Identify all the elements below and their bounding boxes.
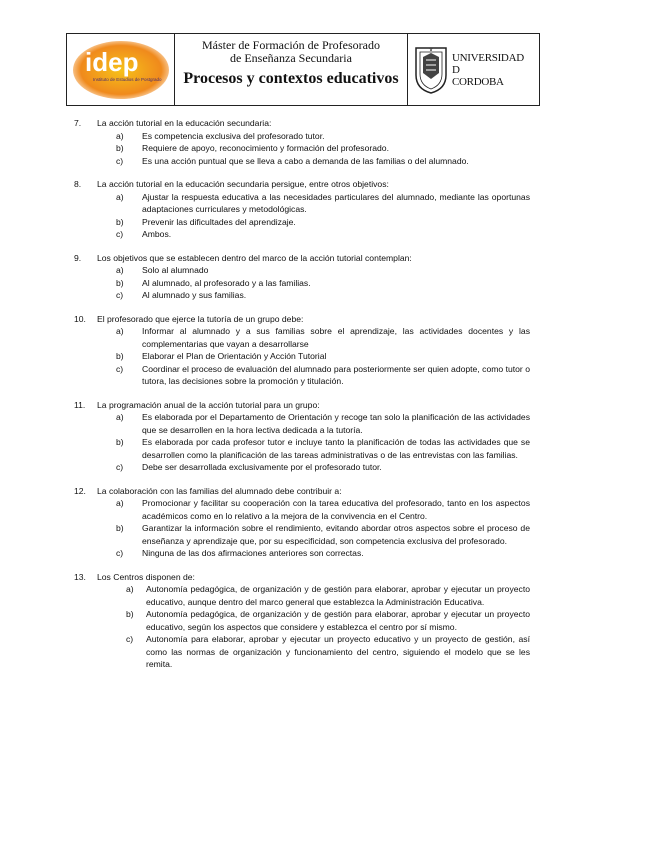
question-text: La acción tutorial en la educación secundaria persigue, entre otros objetivos: <box>97 179 389 189</box>
option-text: Debe ser desarrollada exclusivamente por el profesorado tutor. <box>142 462 382 472</box>
option-a <box>116 191 530 216</box>
option-letter: b) <box>116 523 124 533</box>
question-text: La colaboración con las familias del alumnado debe contribuir a: <box>97 485 342 496</box>
question-13 <box>74 571 530 671</box>
question-text: Los objetivos que se establecen dentro del marco de la acción tutorial contemplan: <box>97 252 412 263</box>
option-letter: c) <box>126 634 134 644</box>
option-letter: c) <box>116 462 124 472</box>
question-8 <box>74 178 530 241</box>
idep-logo-subtitle: Instituto de Estudios de Postgrado <box>92 76 162 82</box>
option-a <box>116 264 530 277</box>
option-text: Al alumnado y sus familias. <box>142 290 247 300</box>
question-list <box>74 117 530 682</box>
option-letter: c) <box>116 229 124 239</box>
option-text: Ajustar la respuesta educativa a las necesidades particulares del alumnado, mediante las oportunas adaptaciones curriculares y metodológicas. <box>142 191 530 214</box>
option-text: Promocionar y facilitar su cooperación con la tarea educativa del profesorado, tanto en los aspectos académicos como en lo relativo a la mejora de la convivencia en el Centro. <box>142 498 530 521</box>
option-letter: a) <box>116 326 124 336</box>
option-letter: b) <box>116 437 124 447</box>
question-number: 8. <box>74 179 82 189</box>
university-shield-icon <box>414 45 448 95</box>
question-text: El profesorado que ejerce la tutoría de un grupo debe: <box>97 313 304 324</box>
option-b <box>116 216 530 229</box>
course-title: Procesos y contextos educativos <box>183 70 399 87</box>
option-c <box>116 289 530 302</box>
option-b <box>116 277 530 290</box>
question-number: 11. <box>74 399 86 410</box>
option-letter: c) <box>116 548 124 558</box>
option-text: Autonomía pedagógica, de organización y de gestión para elaborar, aprobar y ejecutar un proyecto educativo, aunque dentro del marco general que establezca la Administración Educativa. <box>146 584 530 607</box>
question-number: 12. <box>74 485 86 496</box>
option-b <box>116 436 530 461</box>
question-10 <box>74 313 530 388</box>
option-letter: b) <box>116 277 124 288</box>
question-7 <box>74 117 530 167</box>
option-b <box>116 350 530 363</box>
option-text: Ninguna de las dos afirmaciones anteriores son correctas. <box>142 548 364 558</box>
question-number: 13. <box>74 571 86 582</box>
university-line-2: D <box>452 63 460 76</box>
question-12 <box>74 485 530 560</box>
option-letter: c) <box>116 363 124 374</box>
option-b <box>126 608 530 633</box>
option-text: Elaborar el Plan de Orientación y Acción Tutorial <box>142 351 327 361</box>
option-b <box>116 142 530 155</box>
option-text: Es elaborada por cada profesor tutor e incluye tanto la planificación de todas las actividades que se desarrollen como la planificación de las tareas administrativas o de las entrevistas con las familias. <box>142 437 530 460</box>
question-text: Los Centros disponen de: <box>97 571 195 582</box>
option-a <box>116 325 530 350</box>
option-letter: a) <box>116 130 124 141</box>
idep-logo <box>67 34 175 105</box>
option-text: Prevenir las dificultades del aprendizaje. <box>142 216 296 227</box>
idep-logo-icon <box>71 39 171 101</box>
option-letter: b) <box>116 216 124 227</box>
question-number: 7. <box>74 118 82 128</box>
option-a <box>116 411 530 436</box>
question-text: La programación anual de la acción tutorial para un grupo: <box>97 399 320 410</box>
option-c <box>116 461 530 474</box>
option-c <box>116 363 530 388</box>
option-letter: a) <box>116 265 124 275</box>
option-text: Solo al alumnado <box>142 265 209 275</box>
question-number: 9. <box>74 252 82 263</box>
option-letter: c) <box>116 155 124 166</box>
question-text: La acción tutorial en la educación secundaria: <box>97 118 272 128</box>
option-a <box>126 583 530 608</box>
master-line-1: Máster de Formación de Profesorado <box>202 38 380 52</box>
question-11 <box>74 399 530 474</box>
university-line-3: CORDOBA <box>452 75 504 88</box>
option-letter: b) <box>116 351 124 361</box>
option-a <box>116 130 530 143</box>
option-text: Autonomía pedagógica, de organización y de gestión para elaborar, aprobar y ejecutar un proyecto educativo, según los aspectos que considere y establezca el centro por sí mismo. <box>146 609 530 632</box>
option-b <box>116 522 530 547</box>
option-letter: a) <box>126 584 134 594</box>
option-letter: c) <box>116 290 124 300</box>
option-letter: b) <box>126 609 134 619</box>
question-number: 10. <box>74 313 86 324</box>
option-text: Informar al alumnado y a sus familias sobre el aprendizaje, las actividades docentes y las complementarias que vayan a desarrollarse <box>142 326 530 349</box>
document-header <box>66 33 540 106</box>
university-name <box>452 52 524 88</box>
university-line-1: UNIVERSIDAD <box>452 51 524 64</box>
option-a <box>116 497 530 522</box>
option-text: Es elaborada por el Departamento de Orientación y recoge tan solo la planificación de las actividades que se desarrollen en la hora lectiva dedicada a la tutoría. <box>142 412 530 435</box>
university-logo <box>408 34 539 105</box>
header-title-block <box>175 34 408 105</box>
option-text: Coordinar el proceso de evaluación del alumnado para posteriormente ser quien adopte, como tutor o tutora, las decisiones sobre la promoción y titulación. <box>142 363 530 386</box>
option-c <box>116 547 530 560</box>
option-text: Garantizar la información sobre el rendimiento, evitando abordar otros aspectos sobre el proceso de enseñanza y aprendizaje que, por su especificidad, son competencia exclusiva del profesorado. <box>142 523 530 546</box>
option-text: Al alumnado, al profesorado y a las familias. <box>142 277 311 288</box>
idep-logo-text: idep <box>84 46 138 77</box>
option-c <box>116 228 530 241</box>
option-letter: a) <box>116 498 124 508</box>
option-c <box>126 633 530 671</box>
option-text: Es una acción puntual que se lleva a cabo a demanda de las familias o del alumnado. <box>142 155 469 166</box>
option-text: Autonomía para elaborar, aprobar y ejecutar un proyecto educativo y un proyecto de gestión, así como las normas de organización y funcionamiento del centro, siguiendo el modelo que se les remita. <box>146 634 530 669</box>
question-9 <box>74 252 530 302</box>
option-c <box>116 155 530 168</box>
option-letter: a) <box>116 412 124 422</box>
option-text: Es competencia exclusiva del profesorado tutor. <box>142 130 325 141</box>
option-letter: a) <box>116 191 124 202</box>
option-text: Ambos. <box>142 229 172 239</box>
master-line-2: de Enseñanza Secundaria <box>230 51 352 65</box>
option-letter: b) <box>116 143 124 153</box>
option-text: Requiere de apoyo, reconocimiento y formación del profesorado. <box>142 143 389 153</box>
svg-text:♛: ♛ <box>429 46 433 52</box>
